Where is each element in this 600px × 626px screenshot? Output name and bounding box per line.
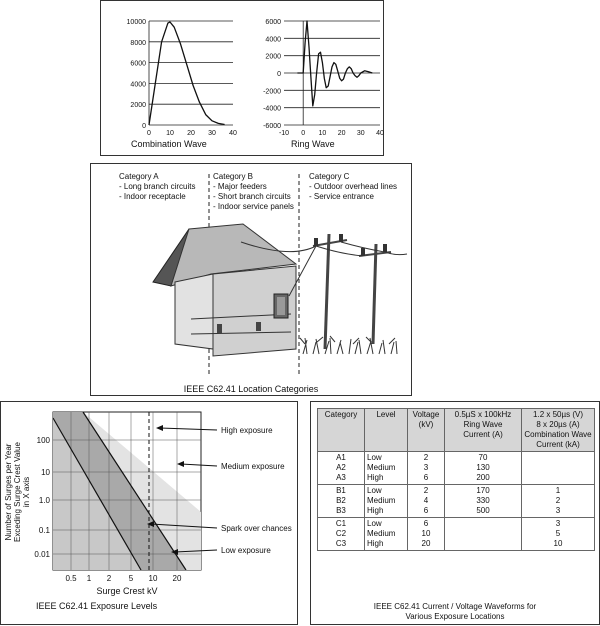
category-c-item: - Outdoor overhead lines (309, 182, 398, 191)
voltage-cell: 2 4 6 (408, 485, 445, 518)
category-a-item: - Indoor receptacle (119, 192, 186, 201)
y-tick-label: 0 (142, 123, 146, 130)
waveform-table (317, 408, 595, 551)
header-voltage: Voltage (kV) (408, 409, 445, 452)
y-axis-label-line: Exceding Surge Crest Value (13, 442, 22, 542)
x-tick-label: 0 (147, 130, 151, 137)
service-panel-door (277, 297, 285, 315)
voltage-cell: 2 3 6 (408, 452, 445, 485)
x-tick-label: 30 (208, 130, 216, 137)
x-tick-label: 20 (172, 574, 182, 583)
series-line (297, 21, 372, 106)
y-tick-label: 2000 (265, 53, 281, 61)
x-tick-label: 30 (356, 130, 365, 137)
y-tick-label: 8000 (130, 39, 146, 47)
waveform-table-caption: IEEE C62.41 Current / Voltage Waveforms for Various Exposure Locations (373, 602, 537, 621)
house-illustration (91, 174, 411, 384)
table-row (318, 452, 595, 485)
indoor-receptacle (256, 322, 261, 331)
table-row (318, 518, 595, 551)
y-tick-label: 10 (41, 468, 50, 477)
y-axis-label-line: in X axis (22, 476, 31, 508)
table-header-row (318, 409, 595, 452)
y-tick-label: 1.0 (38, 496, 50, 505)
x-tick-label: 2 (106, 574, 112, 583)
indoor-receptacle (217, 324, 222, 333)
utility-pole (373, 244, 376, 344)
category-cell: C1 C2 C3 (318, 518, 365, 551)
house-wall-front (175, 274, 213, 349)
table-row (318, 485, 595, 518)
category-c-title: Category C (309, 172, 350, 181)
category-cell: A1 A2 A3 (318, 452, 365, 485)
header-level: Level (365, 409, 408, 452)
overhead-line (316, 246, 363, 256)
combo-cell (522, 452, 595, 485)
y-tick-label: 100 (36, 436, 50, 445)
category-b-item: - Major feeders (213, 182, 267, 191)
category-c-item: - Service entrance (309, 192, 374, 201)
x-axis-label: Surge Crest kV (96, 586, 158, 596)
annotation-label: High exposure (221, 426, 273, 435)
combo-cell: 1 2 3 (522, 485, 595, 518)
header-combination-wave: 1.2 x 50µs (V) 8 x 20µs (A) Combination Wave Current (kA) (522, 409, 595, 452)
ring-cell: 70 130 200 (445, 452, 522, 485)
level-cell: Low Medium High (365, 485, 408, 518)
waveform-table-panel (310, 401, 600, 625)
utility-pole (325, 234, 329, 349)
y-tick-label: -6000 (263, 123, 281, 130)
ring-cell (445, 518, 522, 551)
y-tick-label: -4000 (263, 105, 281, 113)
y-axis-label (4, 441, 31, 541)
category-a-title: Category A (119, 172, 159, 181)
x-tick-label: 40 (229, 130, 237, 137)
x-tick-label: 20 (337, 130, 346, 137)
ring-wave-chart (242, 1, 384, 141)
x-tick-label: 10 (148, 574, 158, 583)
x-tick-label: 40 (376, 130, 384, 137)
y-axis-label-line: Number of Surges per Year (4, 443, 13, 541)
header-category: Category (318, 409, 365, 452)
y-tick-label: 0.01 (34, 550, 50, 559)
y-tick-label: 6000 (265, 19, 281, 26)
combo-cell: 3 5 10 (522, 518, 595, 551)
ring-wave-caption: Ring Wave (291, 139, 335, 149)
y-tick-label: 4000 (265, 36, 281, 44)
y-tick-label: 4000 (130, 81, 146, 89)
y-tick-label: 2000 (130, 102, 146, 110)
waveforms-panel (100, 0, 384, 156)
category-b-item: - Short branch circuits (213, 192, 291, 201)
x-tick-label: 10 (166, 130, 174, 137)
level-cell: Low Medium High (365, 518, 408, 551)
level-cell: Low Medium High (365, 452, 408, 485)
x-tick-label: 20 (187, 130, 195, 137)
y-tick-label: 0 (277, 71, 281, 78)
y-tick-label: 10000 (126, 19, 146, 26)
combination-wave-chart (101, 1, 241, 141)
exposure-caption: IEEE C62.41 Exposure Levels (36, 601, 158, 611)
x-tick-label: 1 (86, 574, 92, 583)
x-tick-label: 0 (301, 130, 306, 137)
exposure-chart (1, 402, 297, 624)
exposure-levels-panel (0, 401, 298, 625)
category-b-item: - Indoor service panels (213, 202, 294, 211)
location-categories-caption: IEEE C62.41 Location Categories (183, 384, 319, 394)
x-tick-label: 0.5 (65, 574, 77, 583)
ring-cell: 170 330 500 (445, 485, 522, 518)
annotation-label: Low exposure (221, 546, 271, 555)
category-a-item: - Long branch circuits (119, 182, 196, 191)
x-tick-label: 10 (318, 130, 327, 137)
series-line (149, 22, 225, 125)
annotation-label: Medium exposure (221, 462, 285, 471)
y-tick-label: -2000 (263, 88, 281, 96)
location-categories-panel (90, 163, 412, 396)
voltage-cell: 6 10 20 (408, 518, 445, 551)
annotation-label: Spark over chances (221, 524, 292, 533)
shrubs (300, 336, 397, 354)
x-tick-label: -10 (278, 130, 290, 137)
category-cell: B1 B2 B3 (318, 485, 365, 518)
combination-wave-caption: Combination Wave (131, 139, 207, 149)
category-b-title: Category B (213, 172, 254, 181)
y-tick-label: 0.1 (38, 526, 50, 535)
header-ring-wave: 0.5µS x 100kHz Ring Wave Current (A) (445, 409, 522, 452)
x-tick-label: 5 (128, 574, 134, 583)
y-tick-label: 6000 (130, 60, 146, 68)
